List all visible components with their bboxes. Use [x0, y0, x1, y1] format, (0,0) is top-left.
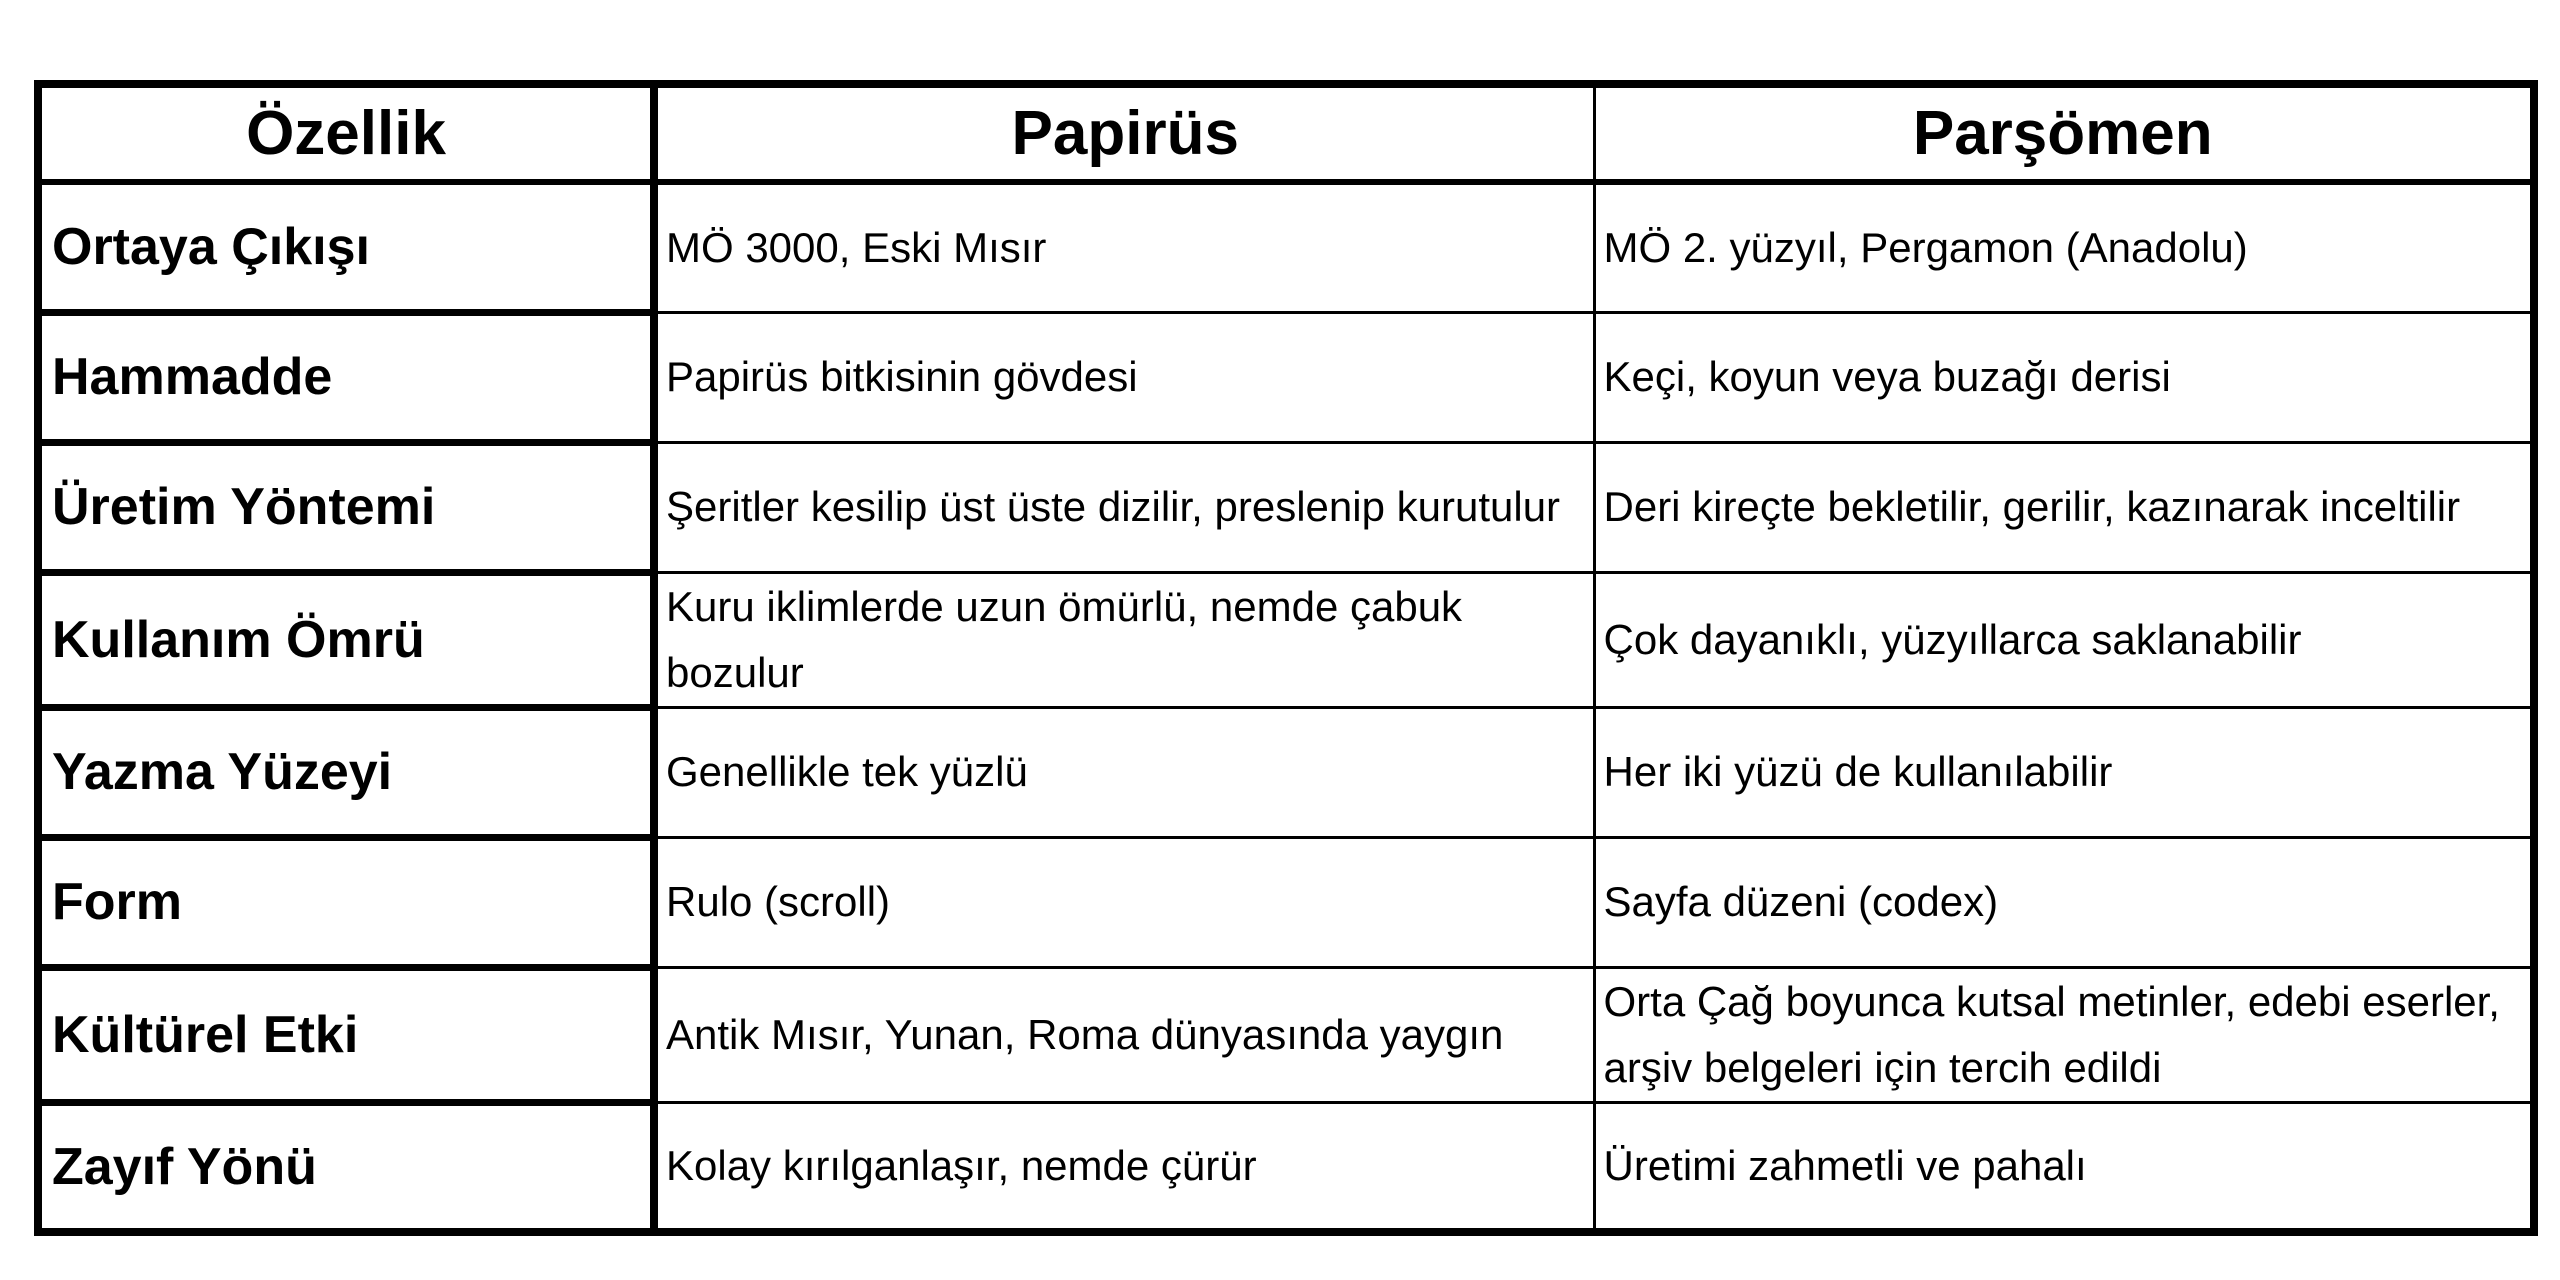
table-row — [38, 707, 2534, 837]
row-property-cell: Ortaya Çıkışı — [38, 182, 654, 312]
table-row — [38, 312, 2534, 442]
papyrus-cell: Kolay kırılganlaşır, nemde çürür — [654, 1102, 1594, 1232]
table-row — [38, 967, 2534, 1102]
parchment-cell: Orta Çağ boyunca kutsal metinler, edebi eserler, arşiv belgeleri için tercih edildi — [1594, 967, 2534, 1102]
row-property-cell: Zayıf Yönü — [38, 1102, 654, 1232]
parchment-cell: Her iki yüzü de kullanılabilir — [1594, 707, 2534, 837]
parchment-cell: Üretimi zahmetli ve pahalı — [1594, 1102, 2534, 1232]
column-header-property: Özellik — [38, 84, 654, 182]
parchment-cell: Keçi, koyun veya buzağı derisi — [1594, 312, 2534, 442]
row-property-cell: Hammadde — [38, 312, 654, 442]
table-row — [38, 442, 2534, 572]
row-property-cell: Kullanım Ömrü — [38, 572, 654, 707]
row-property-cell: Kültürel Etki — [38, 967, 654, 1102]
parchment-cell: Sayfa düzeni (codex) — [1594, 837, 2534, 967]
parchment-cell: Deri kireçte bekletilir, gerilir, kazınarak inceltilir — [1594, 442, 2534, 572]
comparison-table — [34, 80, 2538, 1236]
papyrus-cell: Şeritler kesilip üst üste dizilir, preslenip kurutulur — [654, 442, 1594, 572]
papyrus-cell: Papirüs bitkisinin gövdesi — [654, 312, 1594, 442]
papyrus-cell: Antik Mısır, Yunan, Roma dünyasında yaygın — [654, 967, 1594, 1102]
row-property-cell: Yazma Yüzeyi — [38, 707, 654, 837]
parchment-cell: MÖ 2. yüzyıl, Pergamon (Anadolu) — [1594, 182, 2534, 312]
papyrus-cell: Kuru iklimlerde uzun ömürlü, nemde çabuk bozulur — [654, 572, 1594, 707]
row-property-cell: Üretim Yöntemi — [38, 442, 654, 572]
table-row — [38, 572, 2534, 707]
column-header-papyrus: Papirüs — [654, 84, 1594, 182]
table-row — [38, 1102, 2534, 1232]
papyrus-cell: Rulo (scroll) — [654, 837, 1594, 967]
table-row — [38, 182, 2534, 312]
papyrus-cell: Genellikle tek yüzlü — [654, 707, 1594, 837]
table-row — [38, 837, 2534, 967]
column-header-parchment: Parşömen — [1594, 84, 2534, 182]
row-property-cell: Form — [38, 837, 654, 967]
parchment-cell: Çok dayanıklı, yüzyıllarca saklanabilir — [1594, 572, 2534, 707]
papyrus-cell: MÖ 3000, Eski Mısır — [654, 182, 1594, 312]
table-header-row — [38, 84, 2534, 182]
